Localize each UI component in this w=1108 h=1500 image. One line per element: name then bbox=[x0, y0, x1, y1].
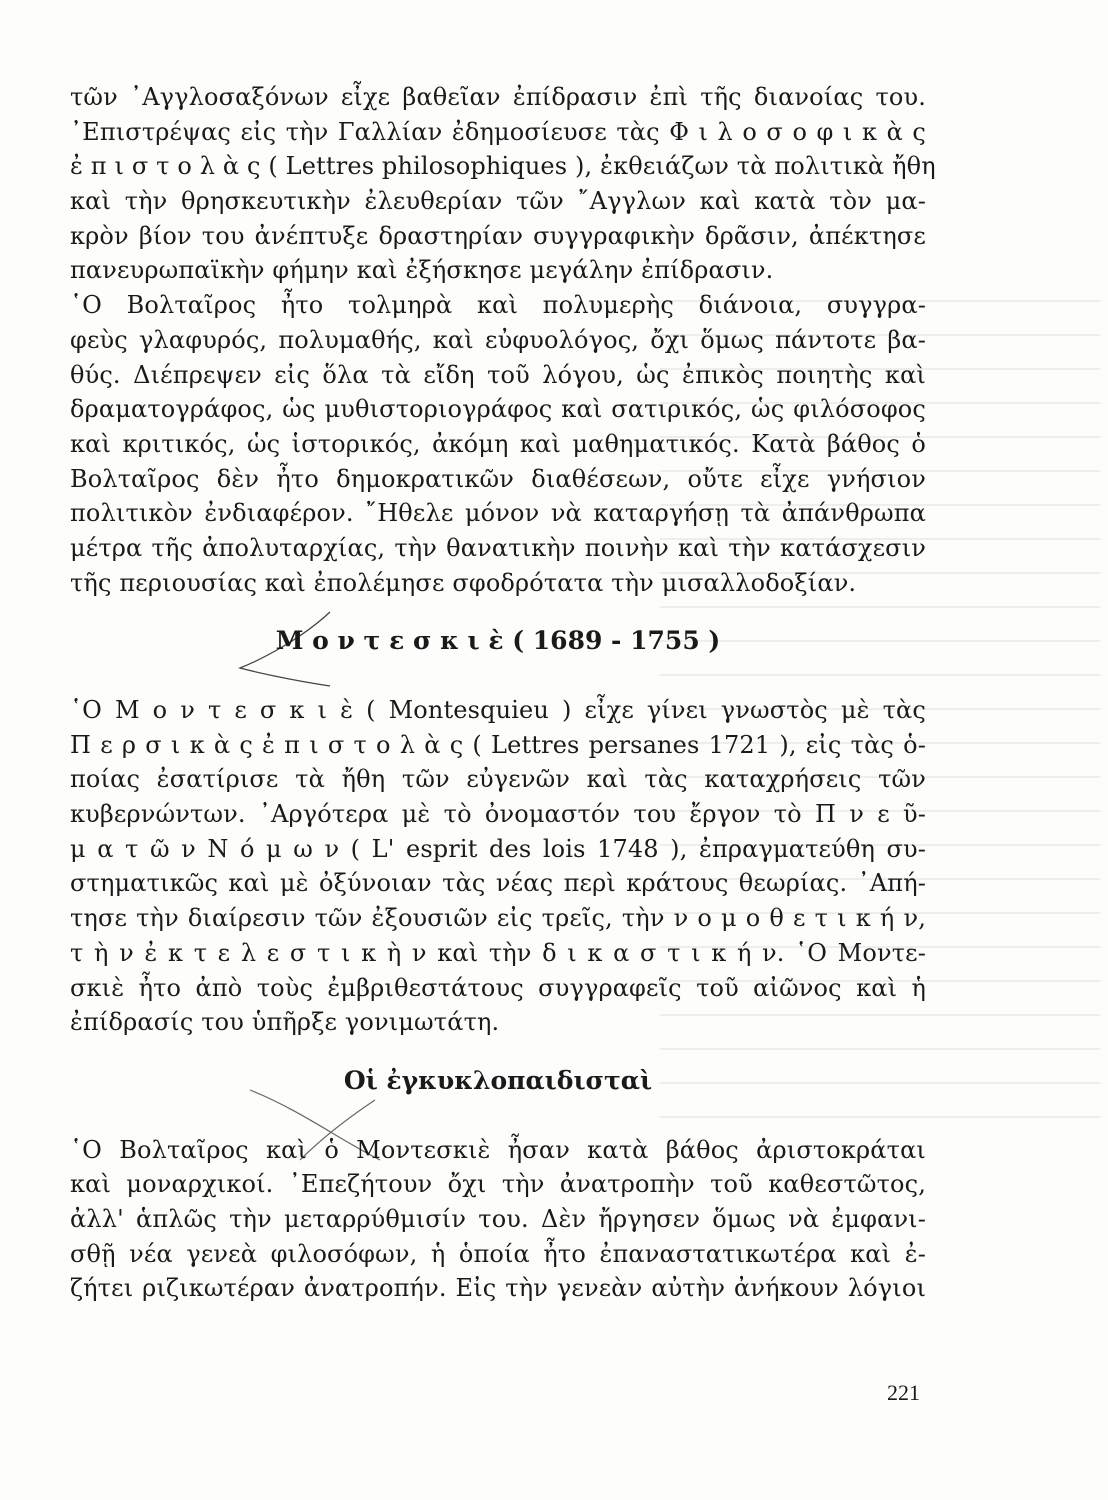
text-line: Π ε ρ σ ι κ ὰ ς ἐ π ι σ τ ο λ ὰ ς ( Lettres persanes 1721 ), εἰς τὰς ὁ- bbox=[70, 730, 926, 759]
text-line: στηματικῶς καὶ μὲ ὀξύνοιαν τὰς νέας περὶ κράτους θεωρίας. ᾿Απή- bbox=[70, 869, 926, 898]
heading-montesquieu: Μ ο ν τ ε σ κ ι ὲ ( 1689 - 1755 ) bbox=[275, 626, 721, 656]
text-line: κρὸν βίον του ἀνέπτυξε δραστηρίαν συγγραφικὴν δρᾶσιν, ἀπέκτησε bbox=[70, 221, 926, 250]
paragraph-block-voltaire bbox=[70, 80, 936, 600]
text-line: καὶ μοναρχικοί. ᾿Επεζήτουν ὄχι τὴν ἀνατροπὴν τοῦ καθεστῶτος, bbox=[70, 1170, 926, 1199]
page-number: 221 bbox=[887, 1380, 920, 1405]
text-line: δραματογράφος, ὡς μυθιστοριογράφος καὶ σατιρικός, ὡς φιλόσοφος bbox=[70, 395, 926, 424]
text-line: σθῇ νέα γενεὰ φιλοσόφων, ἡ ὁποία ἦτο ἐπαναστατικωτέρα καὶ ἐ- bbox=[70, 1239, 926, 1268]
text-line: πολιτικὸν ἐνδιαφέρον. ῎Ηθελε μόνον νὰ καταργήσῃ τὰ ἀπάνθρωπα bbox=[70, 499, 926, 528]
text-line: καὶ κριτικός, ὡς ἱστορικός, ἀκόμη καὶ μαθηματικός. Κατὰ βάθος ὁ bbox=[70, 429, 926, 458]
text-line: ῾Ο Βολταῖρος καὶ ὁ Μοντεσκιὲ ἦσαν κατὰ βάθος ἀριστοκράται bbox=[70, 1135, 926, 1164]
text-line: ἐ π ι σ τ ο λ ὰ ς ( Lettres philosophiques ), ἐκθειάζων τὰ πολιτικὰ ἤθη bbox=[70, 152, 936, 181]
text-line: ἀλλ' ἁπλῶς τὴν μεταρρύθμισίν του. Δὲν ἤργησεν ὅμως νὰ ἐμφανι- bbox=[70, 1204, 926, 1233]
text-line: τ ὴ ν ἐ κ τ ε λ ε σ τ ι κ ὴ ν καὶ τὴν δ ι κ α σ τ ι κ ή ν. ῾Ο Μοντε- bbox=[70, 938, 926, 967]
text-line: ῾Ο Βολταῖρος ἦτο τολμηρὰ καὶ πολυμερὴς διάνοια, συγγρα- bbox=[70, 291, 926, 320]
text-line: ῾Ο Μ ο ν τ ε σ κ ι ὲ ( Montesquieu ) εἶχε γίνει γνωστὸς μὲ τὰς bbox=[70, 696, 926, 724]
text-line: πανευρωπαϊκὴν φήμην καὶ ἐξήσκησε μεγάλην ἐπίδρασιν. bbox=[70, 256, 774, 285]
book-page bbox=[70, 80, 936, 1306]
text-line: ἐπίδρασίς του ὑπῆρξε γονιμωτάτη. bbox=[70, 1008, 500, 1037]
text-line: σκιὲ ἦτο ἀπὸ τοὺς ἐμβριθεστάτους συγγραφεῖς τοῦ αἰῶνος καὶ ἡ bbox=[70, 973, 926, 1002]
text-line: ζήτει ριζικωτέραν ἀνατροπήν. Εἰς τὴν γενεὰν αὐτὴν ἀνήκουν λόγιοι bbox=[70, 1274, 926, 1303]
text-line: κυβερνώντων. ᾿Αργότερα μὲ τὸ ὀνομαστόν του ἔργον τὸ Π ν ε ῦ- bbox=[70, 800, 926, 829]
text-line: τῆς περιουσίας καὶ ἐπολέμησε σφοδρότατα τὴν μισαλλοδοξίαν. bbox=[70, 568, 857, 597]
paragraph-block-encyclopedists bbox=[70, 1133, 926, 1306]
text-line: μ α τ ῶ ν Ν ό μ ω ν ( L' esprit des lois 1748 ), ἐπραγματεύθη συ- bbox=[70, 834, 926, 863]
text-line: ᾿Επιστρέψας εἰς τὴν Γαλλίαν ἐδημοσίευσε τὰς Φ ι λ ο σ ο φ ι κ ὰ ς bbox=[70, 117, 926, 146]
text-line: ποίας ἐσατίρισε τὰ ἤθη τῶν εὐγενῶν καὶ τὰς καταχρήσεις τῶν bbox=[70, 765, 926, 794]
text-line: θύς. Διέπρεψεν εἰς ὅλα τὰ εἴδη τοῦ λόγου, ὡς ἐπικὸς ποιητὴς καὶ bbox=[70, 360, 926, 389]
text-line: Βολταῖρος δὲν ἦτο δημοκρατικῶν διαθέσεων, οὔτε εἶχε γνήσιον bbox=[70, 464, 926, 493]
text-line: καὶ τὴν θρησκευτικὴν ἐλευθερίαν τῶν ῎Αγγλων καὶ κατὰ τὸν μα- bbox=[70, 187, 926, 216]
text-line: τῶν ᾿Αγγλοσαξόνων εἶχε βαθεῖαν ἐπίδρασιν ἐπὶ τῆς διανοίας του. bbox=[70, 83, 926, 111]
text-line: τησε τὴν διαίρεσιν τῶν ἐξουσιῶν εἰς τρεῖς, τὴν ν ο μ ο θ ε τ ι κ ή ν, bbox=[70, 904, 926, 933]
heading-encyclopedists: Οἱ ἐγκυκλοπαιδισταὶ bbox=[343, 1065, 653, 1095]
paragraph-block-montesquieu bbox=[70, 693, 926, 1040]
text-line: φεὺς γλαφυρός, πολυμαθής, καὶ εὐφυολόγος, ὄχι ὅμως πάντοτε βα- bbox=[70, 325, 926, 354]
text-line: μέτρα τῆς ἀπολυταρχίας, τὴν θανατικὴν ποινὴν καὶ τὴν κατάσχεσιν bbox=[70, 533, 926, 562]
